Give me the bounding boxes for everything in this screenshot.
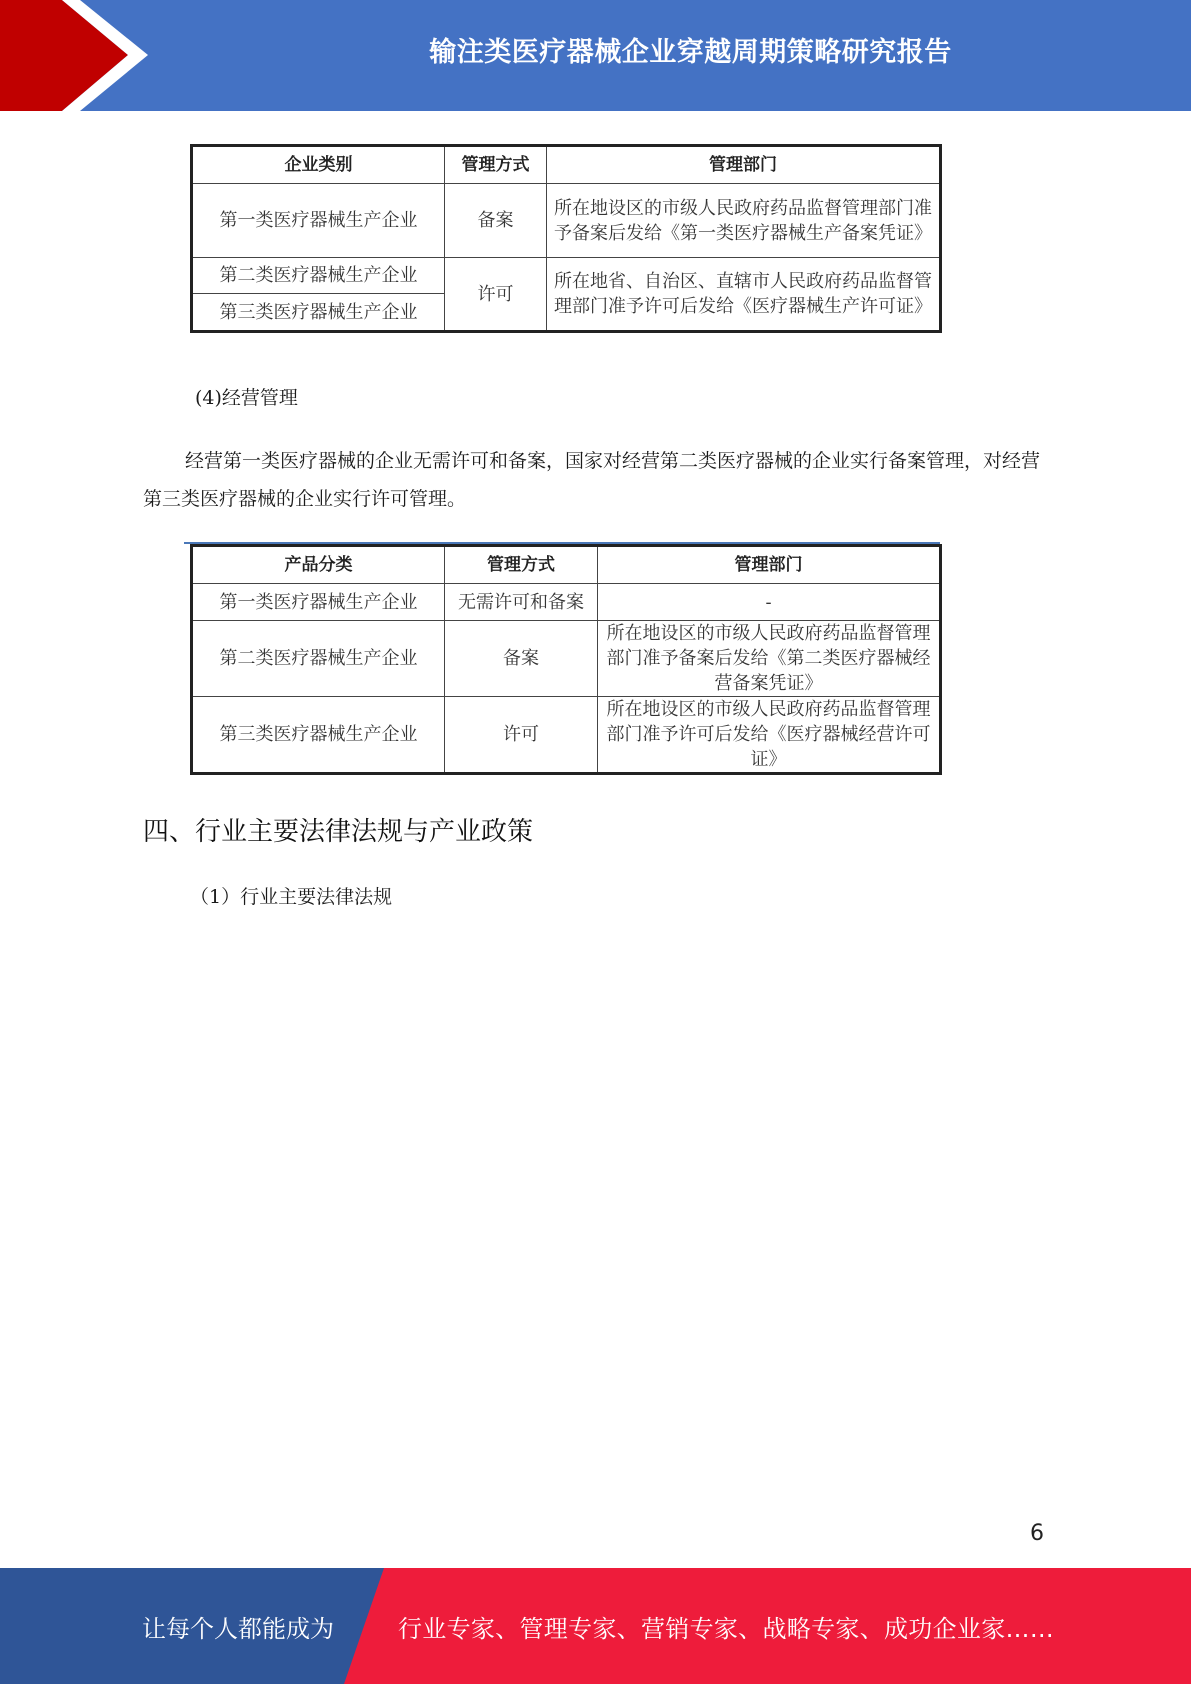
category-cell: 第三类医疗器械生产企业 <box>192 697 445 774</box>
production-management-table <box>190 144 942 333</box>
business-management-paragraph: 经营第一类医疗器械的企业无需许可和备案，国家对经营第二类医疗器械的企业实行备案管理，对经营第三类医疗器械的企业实行许可管理。 <box>143 450 1041 510</box>
method-cell: 无需许可和备案 <box>445 584 598 621</box>
dept-cell: 所在地设区的市级人民政府药品监督管理部门准予备案后发给《第一类医疗器械生产备案凭证》 <box>547 184 941 258</box>
table-row <box>192 584 941 621</box>
dept-cell: 所在地设区的市级人民政府药品监督管理部门准予许可后发给《医疗器械经营许可证》 <box>598 697 941 774</box>
table-header-cell: 管理部门 <box>598 546 941 584</box>
table-row <box>192 258 941 294</box>
dept-cell: 所在地设区的市级人民政府药品监督管理部门准予备案后发给《第二类医疗器械经营备案凭证》 <box>598 621 941 697</box>
report-title: 输注类医疗器械企业穿越周期策略研究报告 <box>429 37 952 68</box>
method-cell: 备案 <box>445 184 547 258</box>
page-header <box>0 0 1191 111</box>
table-row <box>192 697 941 774</box>
subheading-business-management: (4)经营管理 <box>195 387 298 409</box>
dept-cell: - <box>598 584 941 621</box>
method-cell: 备案 <box>445 621 598 697</box>
page-number: 6 <box>1030 1521 1044 1546</box>
table-header-cell: 管理部门 <box>547 146 941 184</box>
category-cell: 第二类医疗器械生产企业 <box>192 258 445 294</box>
dept-cell: 所在地省、自治区、直辖市人民政府药品监督管理部门准予许可后发给《医疗器械生产许可证》 <box>547 258 941 332</box>
category-cell: 第一类医疗器械生产企业 <box>192 584 445 621</box>
header-arrow-decoration <box>0 0 160 111</box>
category-cell: 第二类医疗器械生产企业 <box>192 621 445 697</box>
page-footer <box>0 1568 1191 1684</box>
business-management-table <box>190 544 942 775</box>
footer-slogan-left: 让每个人都能成为 <box>142 1615 334 1643</box>
table-header-cell: 管理方式 <box>445 546 598 584</box>
method-cell: 许可 <box>445 258 547 332</box>
table-row <box>192 621 941 697</box>
category-cell: 第三类医疗器械生产企业 <box>192 294 445 332</box>
table-header-cell: 管理方式 <box>445 146 547 184</box>
section-heading-laws-policies: 四、行业主要法律法规与产业政策 <box>143 817 534 847</box>
method-cell: 许可 <box>445 697 598 774</box>
table-row <box>192 184 941 258</box>
table-header-cell: 企业类别 <box>192 146 445 184</box>
footer-slogan-right: 行业专家、管理专家、营销专家、战略专家、成功企业家…… <box>398 1615 1055 1643</box>
table-header-cell: 产品分类 <box>192 546 445 584</box>
category-cell: 第一类医疗器械生产企业 <box>192 184 445 258</box>
subheading-laws: （1）行业主要法律法规 <box>190 886 393 908</box>
